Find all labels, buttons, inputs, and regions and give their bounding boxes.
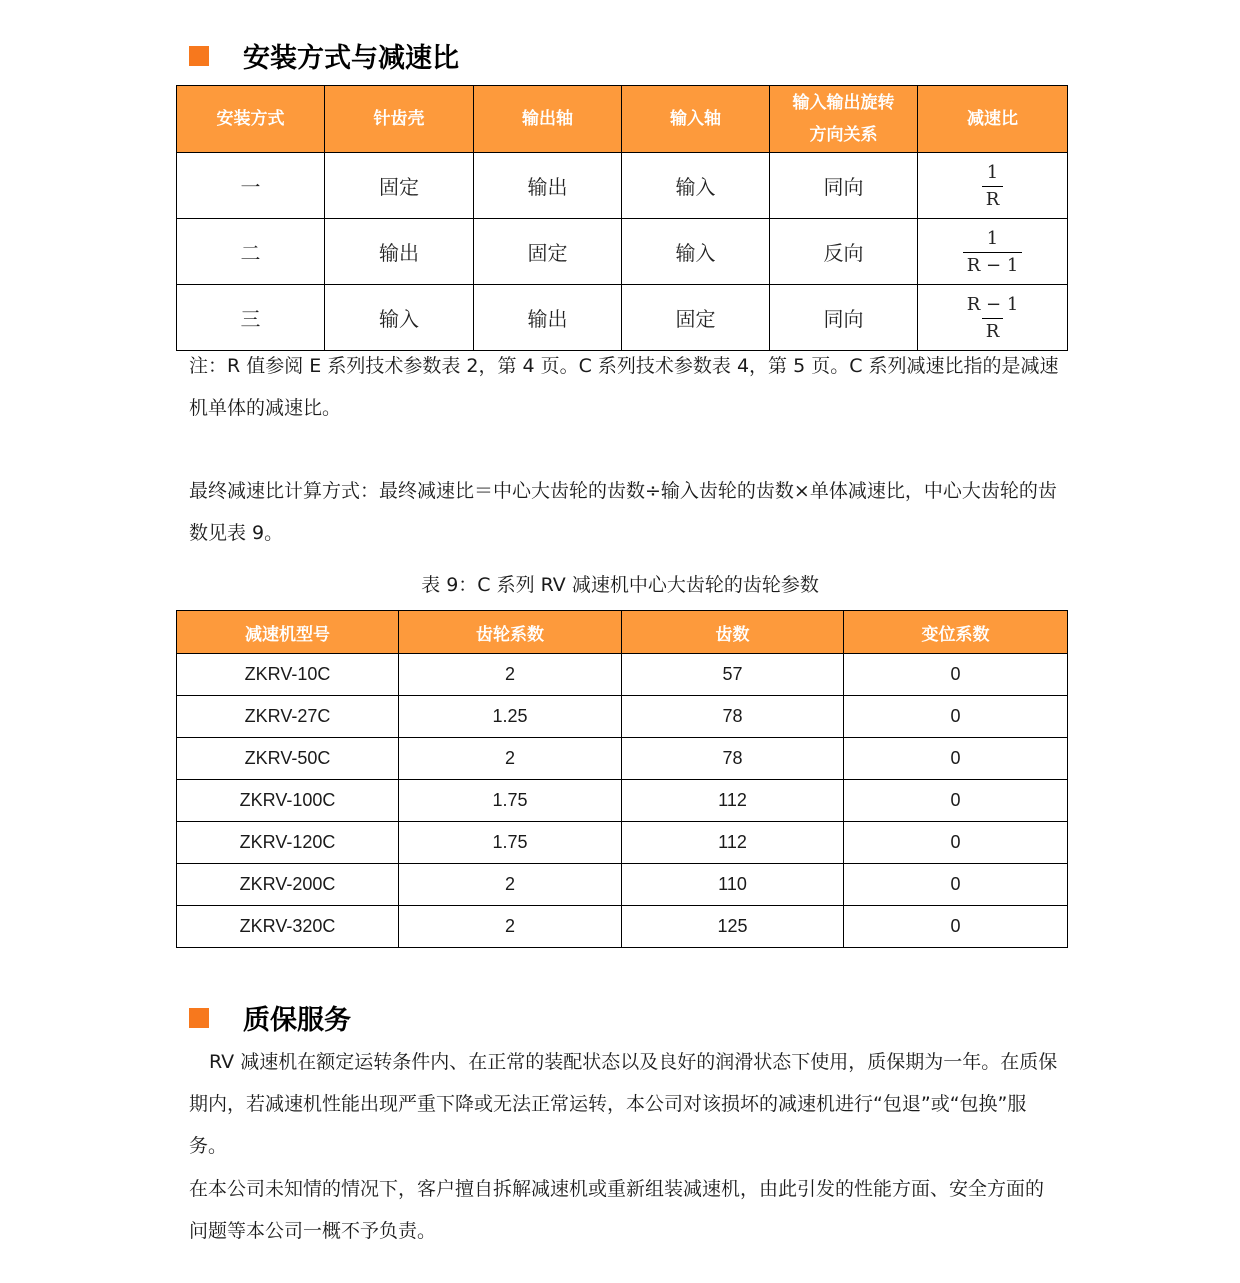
shift-coefficient-cell: 0	[844, 906, 1068, 948]
table-row	[177, 780, 1068, 822]
table-row	[177, 864, 1068, 906]
ratio-fraction	[982, 160, 1004, 213]
gear-module-cell: 1.25	[399, 696, 622, 738]
shift-coefficient-cell: 0	[844, 654, 1068, 696]
column-header-label: 输入输出旋转方向关系	[792, 93, 895, 145]
gear-module-cell: 2	[399, 906, 622, 948]
housing-cell: 输出	[325, 219, 474, 285]
formula-text: 最终减速比计算方式：最终减速比＝中心大齿轮的齿数÷输入齿轮的齿数×单体减速比，中心大齿轮的齿数见表 9。	[189, 480, 1057, 544]
column-header: 齿数	[622, 611, 844, 654]
shift-coefficient-cell: 0	[844, 738, 1068, 780]
column-header: 输入轴	[622, 86, 770, 153]
housing-cell: 固定	[325, 153, 474, 219]
model-cell: ZKRV-50C	[177, 738, 399, 780]
table-header-row	[177, 86, 1068, 153]
output-cell: 输出	[474, 285, 622, 351]
input-cell: 输入	[622, 153, 770, 219]
column-header: 输出轴	[474, 86, 622, 153]
table-row	[177, 822, 1068, 864]
section-title: 安装方式与减速比	[243, 43, 459, 74]
ratio-fraction	[963, 292, 1023, 345]
ratio-numerator: 1	[986, 161, 999, 183]
table-row	[177, 696, 1068, 738]
section-heading-install	[189, 36, 459, 75]
model-cell: ZKRV-10C	[177, 654, 399, 696]
teeth-cell: 110	[622, 864, 844, 906]
ratio-cell	[918, 219, 1068, 285]
teeth-cell: 78	[622, 696, 844, 738]
table-row	[177, 219, 1068, 285]
model-cell: ZKRV-100C	[177, 780, 399, 822]
column-header	[770, 86, 918, 153]
ratio-denominator: R	[982, 318, 1004, 345]
column-header: 减速机型号	[177, 611, 399, 654]
shift-coefficient-cell: 0	[844, 780, 1068, 822]
section-title: 质保服务	[243, 1005, 351, 1036]
column-header: 齿轮系数	[399, 611, 622, 654]
orange-square-icon	[189, 46, 209, 66]
table-row	[177, 738, 1068, 780]
model-cell: ZKRV-200C	[177, 864, 399, 906]
teeth-cell: 112	[622, 780, 844, 822]
direction-cell: 同向	[770, 153, 918, 219]
mode-cell: 一	[177, 153, 325, 219]
model-cell: ZKRV-27C	[177, 696, 399, 738]
input-cell: 输入	[622, 219, 770, 285]
gear-module-cell: 1.75	[399, 780, 622, 822]
warranty-paragraph-text: RV 减速机在额定运转条件内、在正常的装配状态以及良好的润滑状态下使用，质保期为一年。在质保期内，若减速机性能出现严重下降或无法正常运转，本公司对该损坏的减速机进行“包退”或“包换”服务。	[189, 1051, 1058, 1157]
output-cell: 输出	[474, 153, 622, 219]
direction-cell: 反向	[770, 219, 918, 285]
ratio-denominator: R	[982, 186, 1004, 213]
table-header-row	[177, 611, 1068, 654]
housing-cell: 输入	[325, 285, 474, 351]
warranty-paragraph	[189, 1041, 1059, 1167]
model-cell: ZKRV-320C	[177, 906, 399, 948]
teeth-cell: 57	[622, 654, 844, 696]
ratio-cell	[918, 153, 1068, 219]
model-cell: ZKRV-120C	[177, 822, 399, 864]
ratio-cell	[918, 285, 1068, 351]
teeth-cell: 112	[622, 822, 844, 864]
input-cell: 固定	[622, 285, 770, 351]
table-caption: 表 9：C 系列 RV 减速机中心大齿轮的齿轮参数	[421, 574, 819, 596]
section-heading-warranty	[189, 998, 351, 1037]
ratio-numerator: R − 1	[966, 293, 1019, 315]
column-header: 针齿壳	[325, 86, 474, 153]
gear-module-cell: 2	[399, 864, 622, 906]
shift-coefficient-cell: 0	[844, 696, 1068, 738]
teeth-cell: 78	[622, 738, 844, 780]
column-header: 变位系数	[844, 611, 1068, 654]
gear-module-cell: 2	[399, 654, 622, 696]
shift-coefficient-cell: 0	[844, 822, 1068, 864]
ratio-fraction	[963, 226, 1023, 279]
orange-square-icon	[189, 1008, 209, 1028]
ratio-numerator: 1	[986, 227, 999, 249]
table-row	[177, 153, 1068, 219]
gear-module-cell: 2	[399, 738, 622, 780]
install-ratio-table	[176, 85, 1068, 351]
mode-cell: 二	[177, 219, 325, 285]
note-text: 注：R 值参阅 E 系列技术参数表 2，第 4 页。C 系列技术参数表 4，第 5 页。C 系列减速比指的是减速机单体的减速比。	[189, 355, 1059, 419]
table-row	[177, 654, 1068, 696]
mode-cell: 三	[177, 285, 325, 351]
gear-parameter-table	[176, 610, 1068, 948]
gear-module-cell: 1.75	[399, 822, 622, 864]
shift-coefficient-cell: 0	[844, 864, 1068, 906]
ratio-denominator: R − 1	[963, 252, 1023, 279]
disclaimer-paragraph: 在本公司未知情的情况下，客户擅自拆解减速机或重新组装减速机，由此引发的性能方面、安全方面的问题等本公司一概不予负责。	[189, 1178, 1045, 1242]
table-row	[177, 906, 1068, 948]
column-header: 安装方式	[177, 86, 325, 153]
column-header: 减速比	[918, 86, 1068, 153]
teeth-cell: 125	[622, 906, 844, 948]
direction-cell: 同向	[770, 285, 918, 351]
output-cell: 固定	[474, 219, 622, 285]
table-row	[177, 285, 1068, 351]
